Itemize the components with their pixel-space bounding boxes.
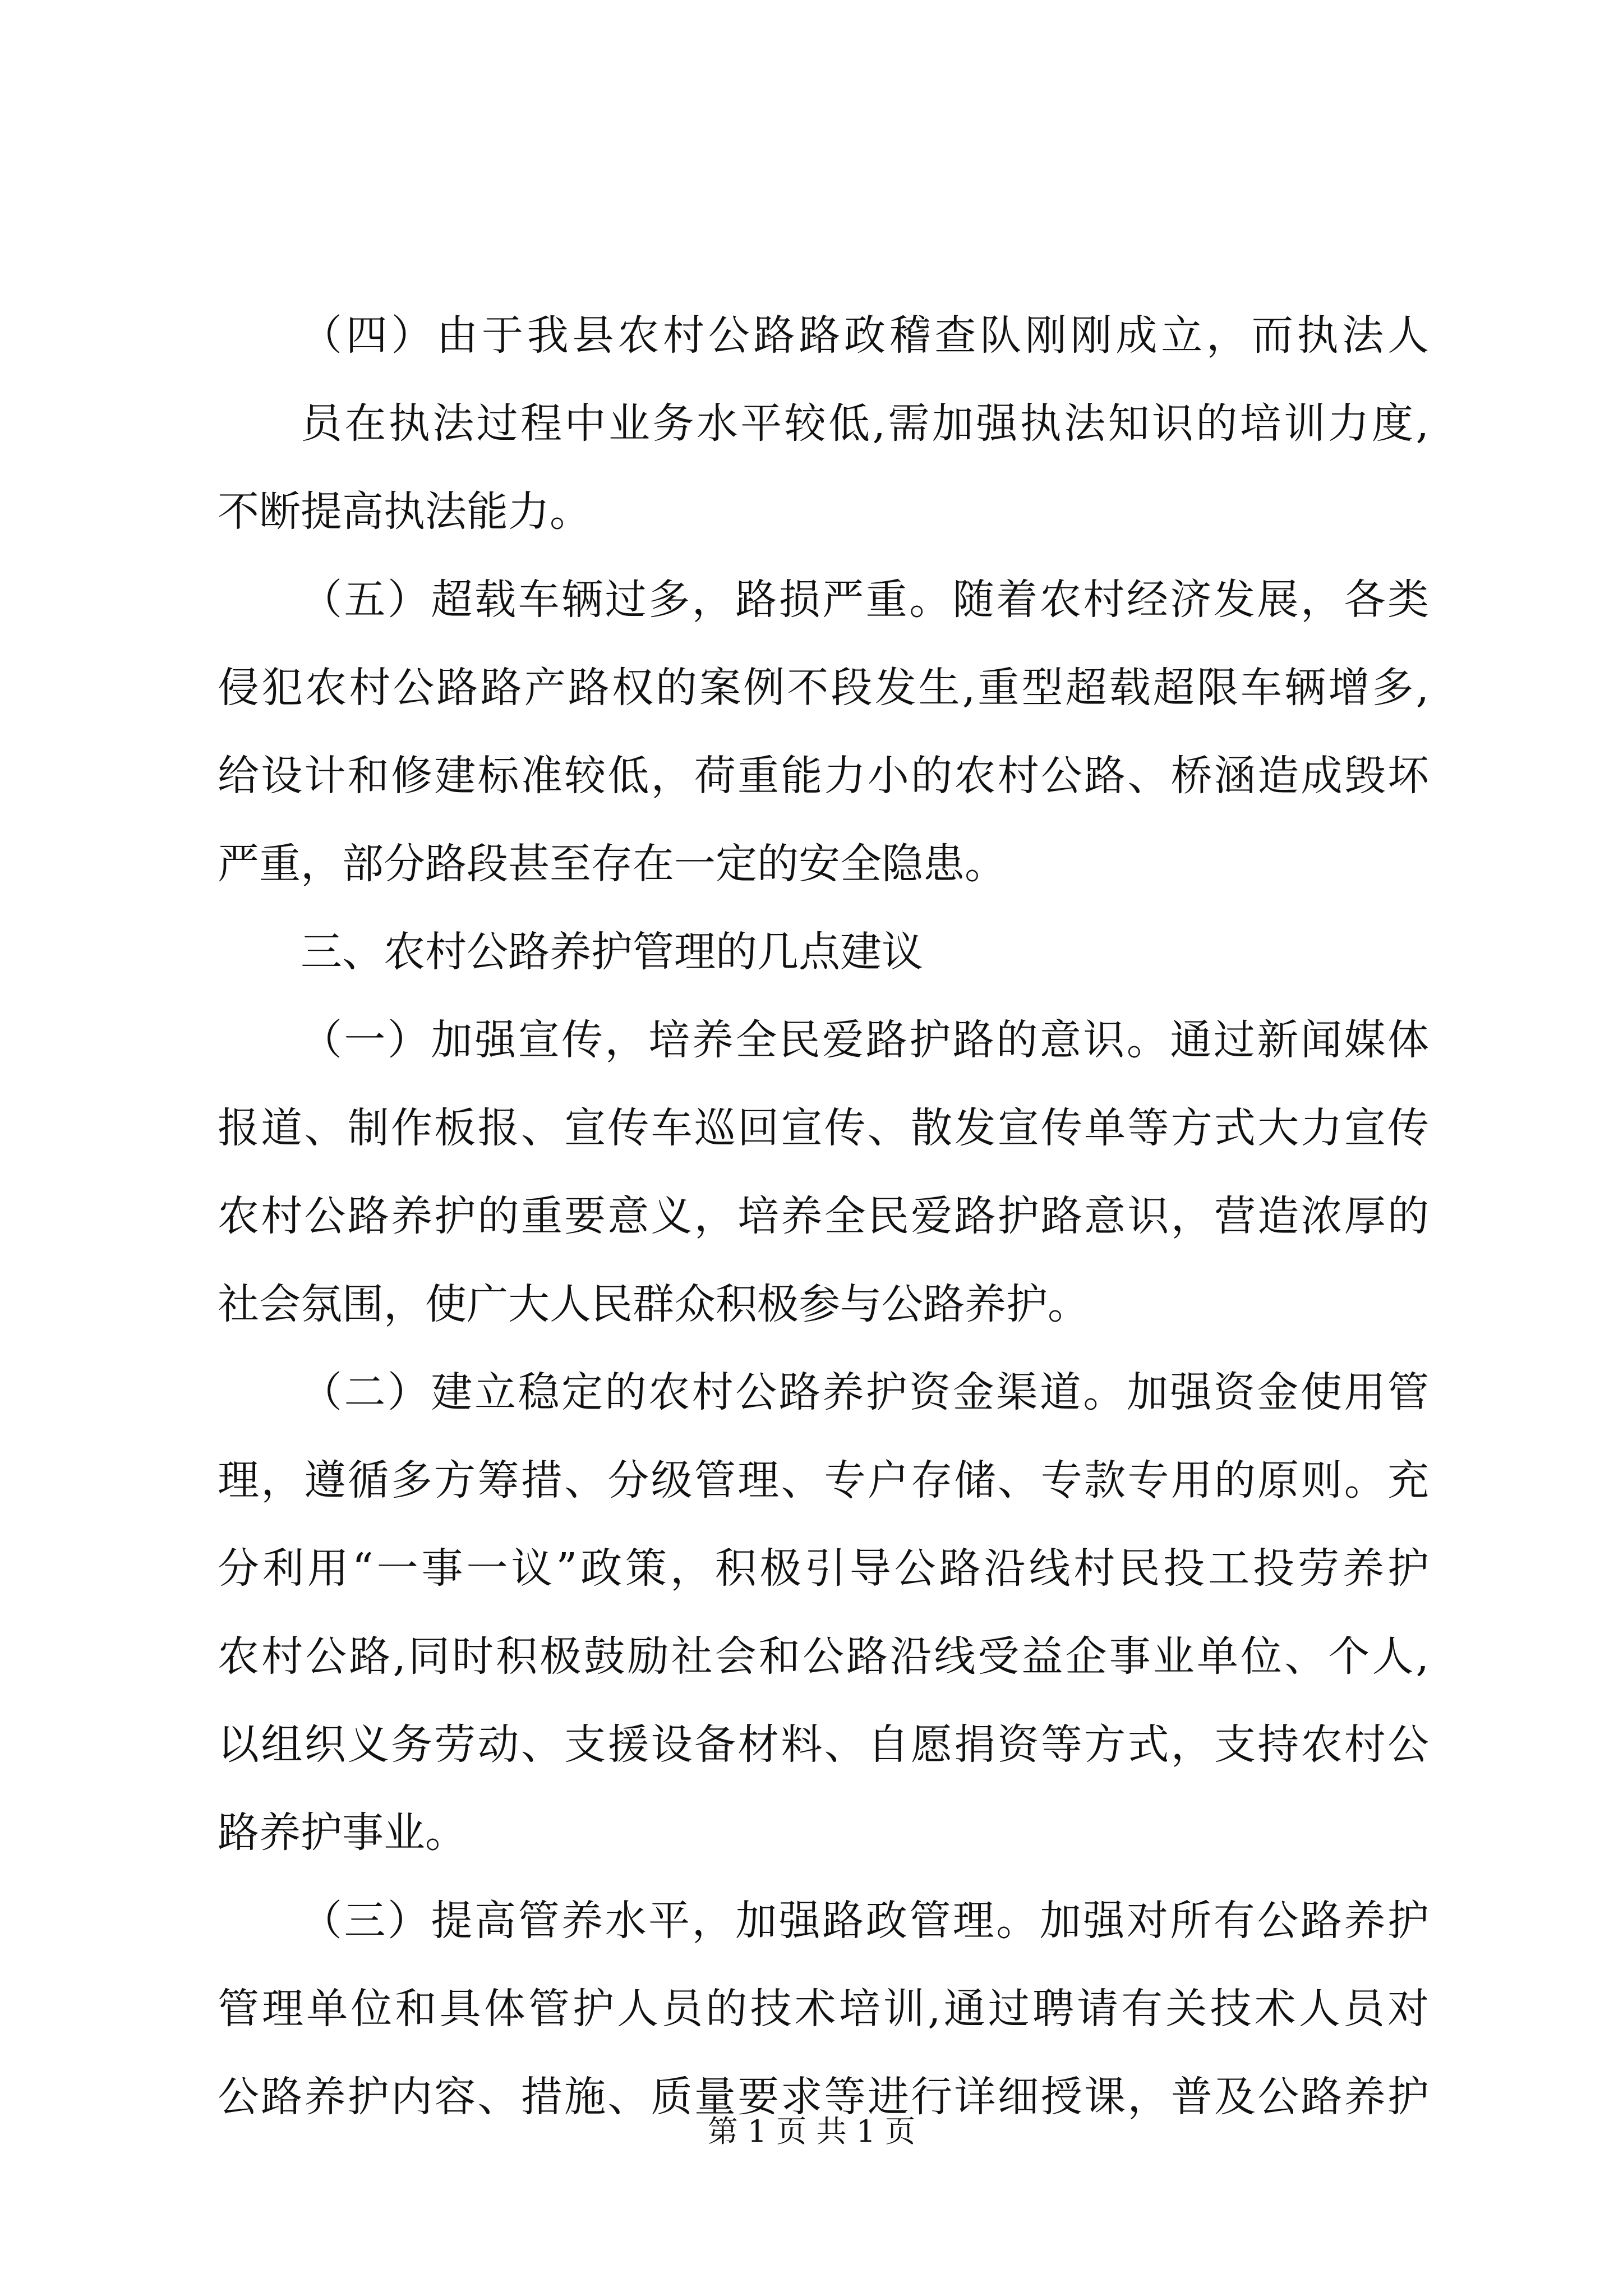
suggestion-2-line-5: 以组织义务劳动、支援设备材料、自愿捐资等方式，支持农村公 (218, 1720, 1429, 1769)
suggestion-2-line-6: 路养护事业。 (218, 1809, 467, 1857)
suggestion-3-line-3: 公路养护内容、措施、质量要求等进行详细授课，普及公路养护 (218, 2073, 1429, 2121)
document-body (218, 292, 1429, 2141)
paragraph-4-line-3: 不断提高执法能力。 (218, 487, 591, 536)
suggestion-1-line-2: 报道、制作板报、宣传车巡回宣传、散发宣传单等方式大力宣传 (218, 1104, 1429, 1152)
paragraph-4-line-1: （四）由于我县农村公路路政稽查队刚刚成立，而执法人 (301, 311, 1429, 360)
suggestion-2-line-4: 农村公路,同时积极鼓励社会和公路沿线受益企事业单位、个人, (218, 1632, 1429, 1681)
suggestion-3-line-2: 管理单位和具体管护人员的技术培训,通过聘请有关技术人员对 (218, 1985, 1429, 2033)
suggestion-3-line-1: （三）提高管养水平，加强路政管理。加强对所有公路养护 (301, 1897, 1429, 1945)
page-footer: 第 1 页 共 1 页 (707, 2114, 916, 2149)
suggestion-1-line-1: （一）加强宣传，培养全民爱路护路的意识。通过新闻媒体 (301, 1016, 1429, 1064)
suggestion-1-line-4: 社会氛围，使广大人民群众积极参与公路养护。 (218, 1280, 1089, 1328)
paragraph-4-line-2: 员在执法过程中业务水平较低,需加强执法知识的培训力度, (301, 399, 1429, 448)
paragraph-5-line-2: 侵犯农村公路路产路权的案例不段发生,重型超载超限车辆增多, (218, 664, 1429, 712)
paragraph-5-line-1: （五）超载车辆过多，路损严重。随着农村经济发展，各类 (301, 576, 1429, 624)
paragraph-5-line-4: 严重，部分路段甚至存在一定的安全隐患。 (218, 840, 1006, 888)
suggestion-2-line-3: 分利用“一事一议”政策，积极引导公路沿线村民投工投劳养护 (218, 1544, 1429, 1593)
section-three-heading: 三、农村公路养护管理的几点建议 (301, 928, 923, 976)
paragraph-5-line-3: 给设计和修建标准较低，荷重能力小的农村公路、桥涵造成毁坏 (218, 752, 1429, 800)
suggestion-1-line-3: 农村公路养护的重要意义，培养全民爱路护路意识，营造浓厚的 (218, 1192, 1429, 1240)
suggestion-2-line-2: 理，遵循多方筹措、分级管理、专户存储、专款专用的原则。充 (218, 1456, 1429, 1504)
suggestion-2-line-1: （二）建立稳定的农村公路养护资金渠道。加强资金使用管 (301, 1368, 1429, 1416)
